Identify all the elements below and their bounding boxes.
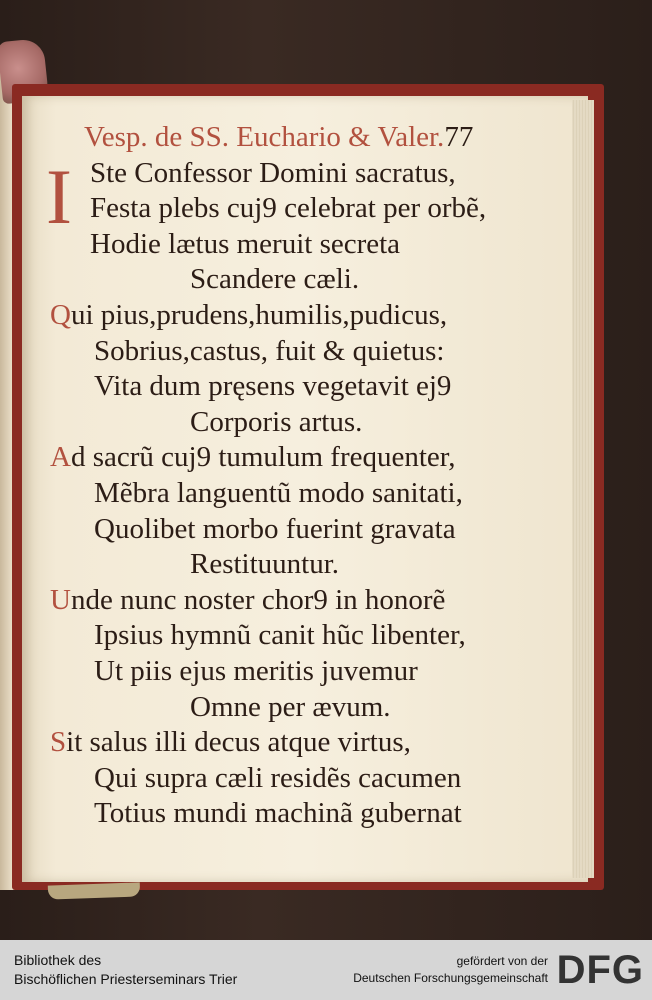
rubric-initial: S [50,726,67,759]
verse-line: Omne per ævum. [190,690,391,723]
heading-text: Vesp. de SS. Euchario & Valer. [84,121,445,153]
initial-letter: I [46,153,72,240]
library-name-line2: Bischöflichen Priesterseminars Trier [14,971,238,987]
verse-line: Qui pius,prudens,humilis,pudicus, [50,298,448,331]
verse-line: Ipsius hymnũ canit hũc libenter, [94,619,466,652]
verse-line: Sobrius,castus, fuit & quietus: [94,334,445,367]
verse-line: Ste Confessor Domini sacratus, [90,156,456,189]
verse-line: Totius mundi machinã gubernat [94,797,462,830]
verse-line: Quolibet morbo fuerint gravata [94,512,456,545]
verse-line: Festa plebs cuj9 celebrat per orbẽ, [90,192,487,225]
verse-line: Qui supra cæli residẽs cacumen [94,761,462,794]
hymn-text [46,120,550,832]
verse-line: Vita dum pręsens vegetavit ej9 [94,370,452,403]
dfg-logo: DFG [556,948,644,992]
verse-line: Scandere cæli. [190,263,360,296]
verse-line: Ad sacrũ cuj9 tumulum frequenter, [50,441,456,474]
verse-line: Sit salus illi decus atque virtus, [50,726,411,759]
verse-line: Ut piis ejus meritis juvemur [94,654,418,687]
verse-line: Mẽbra languentũ modo sanitati, [94,476,463,509]
verse-line: Unde nunc noster chor9 in honorẽ [50,583,446,616]
rubric-initial: Q [50,298,71,331]
verse-line: Hodie lætus meruit secreta [90,227,401,260]
page-edges [572,100,594,878]
page-heading [50,120,550,156]
page-number: 77 [444,121,474,153]
funding-line2: Deutschen Forschungsgemeinschaft [353,971,548,985]
funding-line1: gefördert von der [456,954,548,968]
rubric-initial: U [50,583,71,616]
bookmark-tab [48,882,140,899]
verse-line: Restituuntur. [190,548,340,581]
rubric-initial: A [50,441,71,474]
verse-line: Corporis artus. [190,405,363,438]
footer-bar [0,940,652,1000]
library-name-line1: Bibliothek des [14,952,102,968]
